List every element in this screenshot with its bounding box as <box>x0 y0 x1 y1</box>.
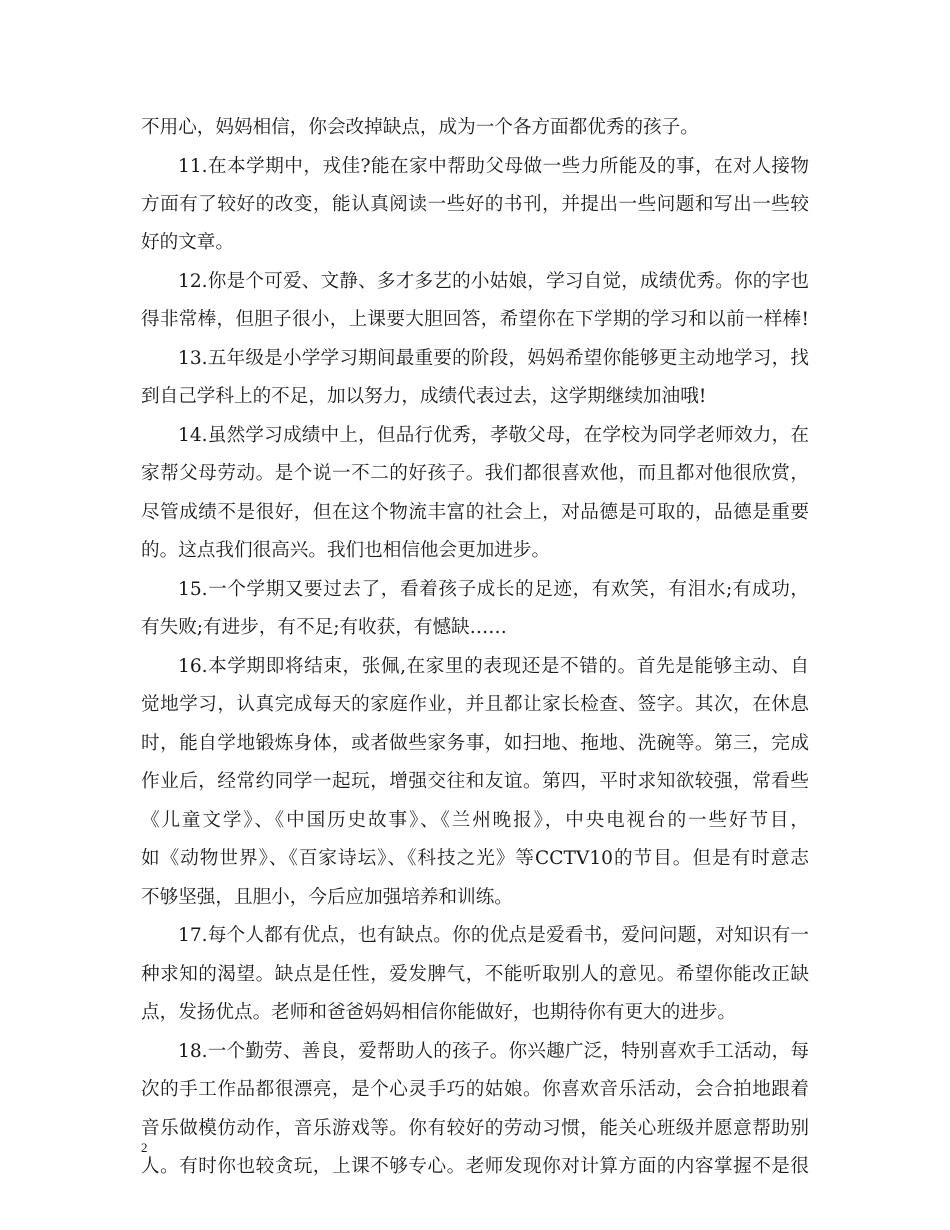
paragraph-line: 到自己学科上的不足，加以努力，成绩代表过去，这学期继续加油哦! <box>141 386 707 407</box>
paragraph-line: 得非常棒，但胆子很小，上课要大胆回答，希望你在下学期的学习和以前一样棒! <box>141 309 809 330</box>
paragraph-line: 14.虽然学习成绩中上，但品行优秀，孝敬父母，在学校为同学老师效力，在 <box>178 425 809 446</box>
paragraph-line: 家帮父母劳动。是个说一不二的好孩子。我们都很喜欢他，而且都对他很欣赏， <box>141 463 809 484</box>
paragraph-line: 点，发扬优点。老师和爸爸妈妈相信你能做好，也期待你有更大的进步。 <box>141 1002 737 1023</box>
paragraph-line: 11.在本学期中，戎佳?能在家中帮助父母做一些力所能及的事，在对人接物 <box>178 156 809 177</box>
paragraph-line: 次的手工作品都很漂亮，是个心灵手巧的姑娘。你喜欢音乐活动，会合拍地跟着 <box>141 1079 809 1100</box>
paragraph-line: 15.一个学期又要过去了，看着孩子成长的足迹，有欢笑，有泪水;有成功， <box>178 579 809 600</box>
paragraph-line: 的。这点我们很高兴。我们也相信他会更加进步。 <box>141 540 551 561</box>
paragraph-line: 尽管成绩不是很好，但在这个物流丰富的社会上，对品德是可取的，品德是重要 <box>141 502 809 523</box>
page-number: 2 <box>141 1140 148 1155</box>
paragraph-line: 方面有了较好的改变，能认真阅读一些好的书刊，并提出一些问题和写出一些较 <box>141 194 809 215</box>
paragraph-line: 如《动物世界》、《百家诗坛》、《科技之光》等CCTV10的节目。但是有时意志 <box>141 848 809 869</box>
paragraph-line: 《儿童文学》、《中国历史故事》、《兰州晚报》，中央电视台的一些好节目， <box>141 810 809 831</box>
paragraph-line: 有失败;有进步，有不足;有收获，有憾缺…… <box>141 617 507 638</box>
paragraph-line: 作业后，经常约同学一起玩，增强交往和友谊。第四，平时求知欲较强，常看些 <box>141 771 809 792</box>
paragraph-line: 人。有时你也较贪玩，上课不够专心。老师发现你对计算方面的内容掌握不是很 <box>141 1156 809 1177</box>
paragraph-line: 音乐做模仿动作，音乐游戏等。你有较好的劳动习惯，能关心班级并愿意帮助别 <box>141 1118 809 1139</box>
paragraph-line: 种求知的渴望。缺点是任性，爱发脾气，不能听取别人的意见。希望你能改正缺 <box>141 964 809 985</box>
paragraph-line: 16.本学期即将结束，张佩,在家里的表现还是不错的。首先是能够主动、自 <box>178 656 809 677</box>
paragraph-line: 不用心，妈妈相信，你会改掉缺点，成为一个各方面都优秀的孩子。 <box>141 117 699 138</box>
paragraph-line: 13.五年级是小学学习期间最重要的阶段，妈妈希望你能够更主动地学习，找 <box>178 348 809 369</box>
paragraph-line: 好的文章。 <box>141 232 234 253</box>
paragraph-line: 时，能自学地锻炼身体，或者做些家务事，如扫地、拖地、洗碗等。第三，完成 <box>141 733 809 754</box>
paragraph-line: 觉地学习，认真完成每天的家庭作业，并且都让家长检查、签字。其次，在休息 <box>141 694 809 715</box>
paragraph-line: 18.一个勤劳、善良，爱帮助人的孩子。你兴趣广泛，特别喜欢手工活动，每 <box>178 1041 809 1062</box>
paragraph-line: 17.每个人都有优点，也有缺点。你的优点是爱看书，爱问问题，对知识有一 <box>178 925 809 946</box>
paragraph-line: 12.你是个可爱、文静、多才多艺的小姑娘，学习自觉，成绩优秀。你的字也 <box>178 271 809 292</box>
paragraph-line: 不够坚强，且胆小，今后应加强培养和训练。 <box>141 887 513 908</box>
